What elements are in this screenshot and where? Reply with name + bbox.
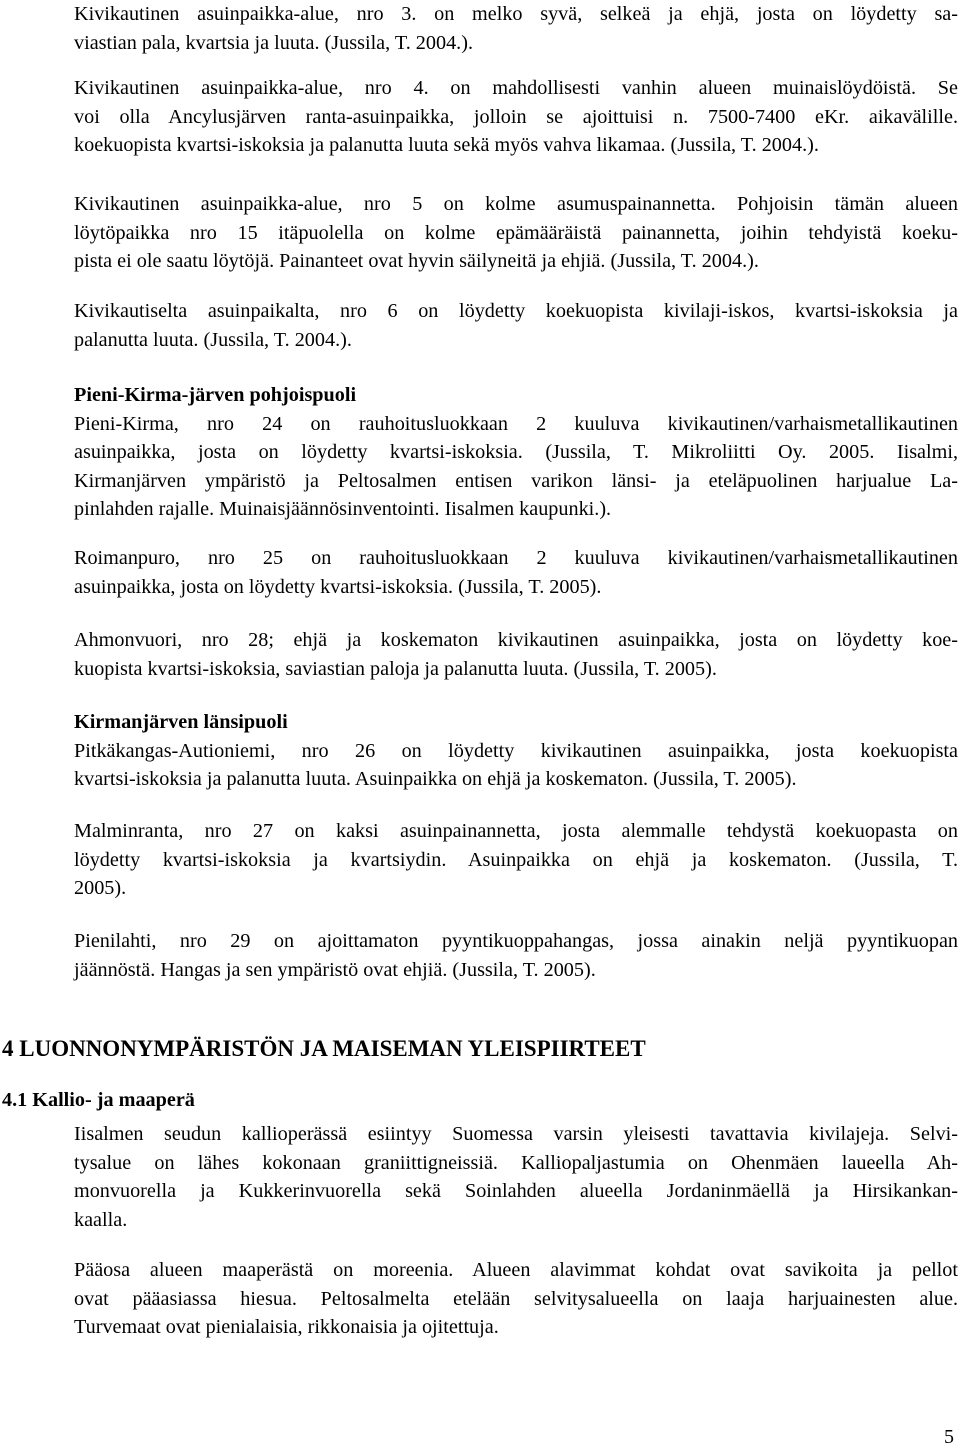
page-number: 5 (944, 1426, 954, 1448)
text-line: viastian pala, kvartsia ja luuta. (Jussila, T. 2004.). (74, 31, 473, 54)
text-line: kuopista kvartsi-iskoksia, saviastian paloja ja palanutta luuta. (Jussila, T. 2005). (74, 657, 717, 680)
text-line: asuinpaikka, josta on löydetty kvartsi-iskoksia. (Jussila, T. 2005). (74, 575, 602, 598)
paragraph-site-4 (74, 74, 958, 160)
text-line: Kivikautinen asuinpaikka-alue, nro 4. on mahdollisesti vanhin alueen muinaislöydöistä. Se (74, 77, 958, 99)
text-line: Turvemaat ovat pienialaisia, rikkonaisia ja ojitettuja. (74, 1316, 499, 1338)
text-line: Pitkäkangas-Autioniemi, nro 26 on löydetty kivikautinen asuinpaikka, josta koekuopista (74, 739, 958, 762)
paragraph-site-5 (74, 190, 958, 276)
section-heading: 4.1 Kallio- ja maaperä (2, 1089, 195, 1111)
text-line: asuinpaikka, josta on löydetty kvartsi-iskoksia. (Jussila, T. Mikroliitti Oy. 2005. Iisalmi, (74, 441, 958, 463)
paragraph-ahmonvuori (74, 626, 958, 683)
paragraph-malminranta (74, 817, 958, 903)
text-line: 2005). (74, 877, 127, 899)
paragraph-soil (74, 1256, 958, 1342)
paragraph-kirmanjarvi-west (74, 708, 958, 794)
text-line: kvartsi-iskoksia ja palanutta luuta. Asuinpaikka on ehjä ja koskematon. (Jussila, T. 2005). (74, 768, 797, 790)
chapter-heading: 4 LUONNONYMPÄRISTÖN JA MAISEMAN YLEISPIIRTEET (2, 1036, 646, 1061)
text-line: voi olla Ancylusjärven ranta-asuinpaikka, jolloin se ajoittuisi n. 7500-7400 eKr. aikavälille. (74, 105, 958, 128)
text-line: palanutta luuta. (Jussila, T. 2004.). (74, 328, 352, 351)
text-line: jäännöstä. Hangas ja sen ympäristö ovat ehjiä. (Jussila, T. 2005). (74, 958, 596, 981)
text-line: koekuopista kvartsi-iskoksia ja palanutta luuta sekä myös vahva likamaa. (Jussila, T. 2004.). (74, 134, 819, 156)
text-line: Roimanpuro, nro 25 on rauhoitusluokkaan 2 kuuluva kivikautinen/varhaismetallikautinen (74, 547, 958, 569)
paragraph-roimanpuro (74, 544, 958, 601)
paragraph-pienilahti (74, 927, 958, 984)
text-line: Kivikautiselta asuinpaikalta, nro 6 on löydetty koekuopista kivilaji-iskos, kvartsi-iskoksia ja (74, 300, 958, 322)
text-line: Malminranta, nro 27 on kaksi asuinpainannetta, josta alemmalle tehdystä koekuopasta on (74, 820, 958, 842)
paragraph-site-6 (74, 297, 958, 354)
text-line: Kivikautinen asuinpaikka-alue, nro 5 on kolme asumuspainannetta. Pohjoisin tämän alueen (74, 193, 958, 215)
subheading-pieni-kirma: Pieni-Kirma-järven pohjoispuoli (74, 384, 357, 406)
text-line: kaalla. (74, 1208, 128, 1231)
paragraph-bedrock (74, 1120, 958, 1234)
text-line: monvuorella ja Kukkerinvuorella sekä Soinlahden alueella Jordaninmäellä ja Hirsikankan- (74, 1180, 958, 1202)
text-line: ovat pääasiassa hiesua. Peltosalmelta etelään selvitysalueella on laaja harjuainesten alue. (74, 1287, 958, 1310)
text-line: löydetty kvartsi-iskoksia ja kvartsiydin. Asuinpaikka on ehjä ja koskematon. (Jussila, T. (74, 848, 958, 871)
text-line: löytöpaikka nro 15 itäpuolella on kolme epämääräistä painannetta, joihin tehdyistä koeku- (74, 221, 958, 244)
paragraph-pieni-kirma (74, 381, 958, 524)
text-line: Pieni-Kirma, nro 24 on rauhoitusluokkaan 2 kuuluva kivikautinen/varhaismetallikautinen (74, 412, 958, 435)
paragraph-site-3 (74, 0, 958, 57)
text-line: tysalue on lähes kokonaan graniittigneissiä. Kalliopaljastumia on Ohenmäen laueella Ah- (74, 1151, 958, 1174)
subheading-kirmanjarvi-west: Kirmanjärven länsipuoli (74, 711, 288, 733)
text-line: pista ei ole saatu löytöjä. Painanteet ovat hyvin säilyneitä ja ehjiä. (Jussila, T. 2004.). (74, 250, 759, 272)
text-line: Kirmanjärven ympäristö ja Peltosalmen entisen varikon länsi- ja eteläpuolinen harjualue La- (74, 469, 958, 492)
text-line: Pääosa alueen maaperästä on moreenia. Alueen alavimmat kohdat ovat savikoita ja pellot (74, 1259, 958, 1281)
text-line: Ahmonvuori, nro 28; ehjä ja koskematon kivikautinen asuinpaikka, josta on löydetty koe- (74, 629, 958, 651)
text-line: Kivikautinen asuinpaikka-alue, nro 3. on melko syvä, selkeä ja ehjä, josta on löydetty sa- (74, 3, 958, 25)
text-line: pinlahden rajalle. Muinaisjäännösinventointi. Iisalmen kaupunki.). (74, 498, 612, 520)
text-line: Iisalmen seudun kallioperässä esiintyy Suomessa varsin yleisesti tavattavia kivilajeja. Selvi- (74, 1123, 958, 1145)
text-line: Pienilahti, nro 29 on ajoittamaton pyyntikuoppahangas, jossa ainakin neljä pyyntikuopan (74, 930, 958, 952)
